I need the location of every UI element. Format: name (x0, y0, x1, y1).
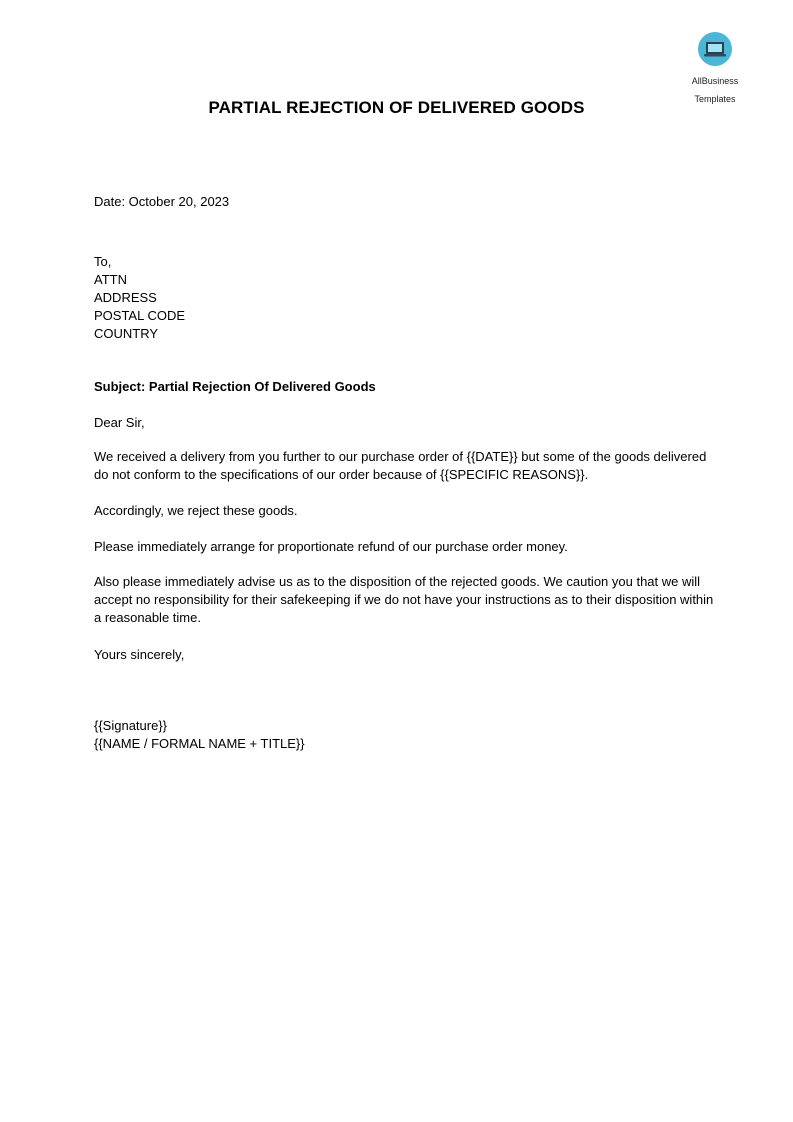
recipient-postal-code: POSTAL CODE (94, 308, 186, 323)
date-line: Date: October 20, 2023 (94, 194, 230, 209)
paragraph-disposition: Also please immediately advise us as to the disposition of the rejected goods. We caution you that we will accept no responsibility for their safekeeping if we do not have your instructions as to their disposition within a reasonable time. (94, 574, 714, 625)
recipient-country: COUNTRY (94, 326, 159, 341)
logo-text-line1: AllBusiness (691, 76, 739, 86)
closing: Yours sincerely, (94, 647, 185, 662)
signature-placeholder: {{Signature}} (94, 718, 168, 733)
recipient-attn: ATTN (94, 272, 127, 287)
paragraph-delivery: We received a delivery from you further to our purchase order of {{DATE}} but some of the goods delivered do not conform to the specifications of our order because of {{SPECIFIC REASONS}}. (94, 449, 707, 482)
name-title-placeholder: {{NAME / FORMAL NAME + TITLE}} (94, 736, 305, 751)
paragraph-reject: Accordingly, we reject these goods. (94, 503, 298, 518)
paragraph-refund: Please immediately arrange for proportionate refund of our purchase order money. (94, 539, 568, 554)
salutation: Dear Sir, (94, 415, 145, 430)
logo-text-line2: Templates (694, 94, 736, 104)
recipient-block (94, 253, 714, 343)
recipient-to: To, (94, 254, 112, 269)
subject-line: Subject: Partial Rejection Of Delivered Goods (94, 379, 376, 394)
document-title: PARTIAL REJECTION OF DELIVERED GOODS (208, 98, 585, 117)
recipient-address: ADDRESS (94, 290, 157, 305)
laptop-icon (698, 32, 732, 66)
